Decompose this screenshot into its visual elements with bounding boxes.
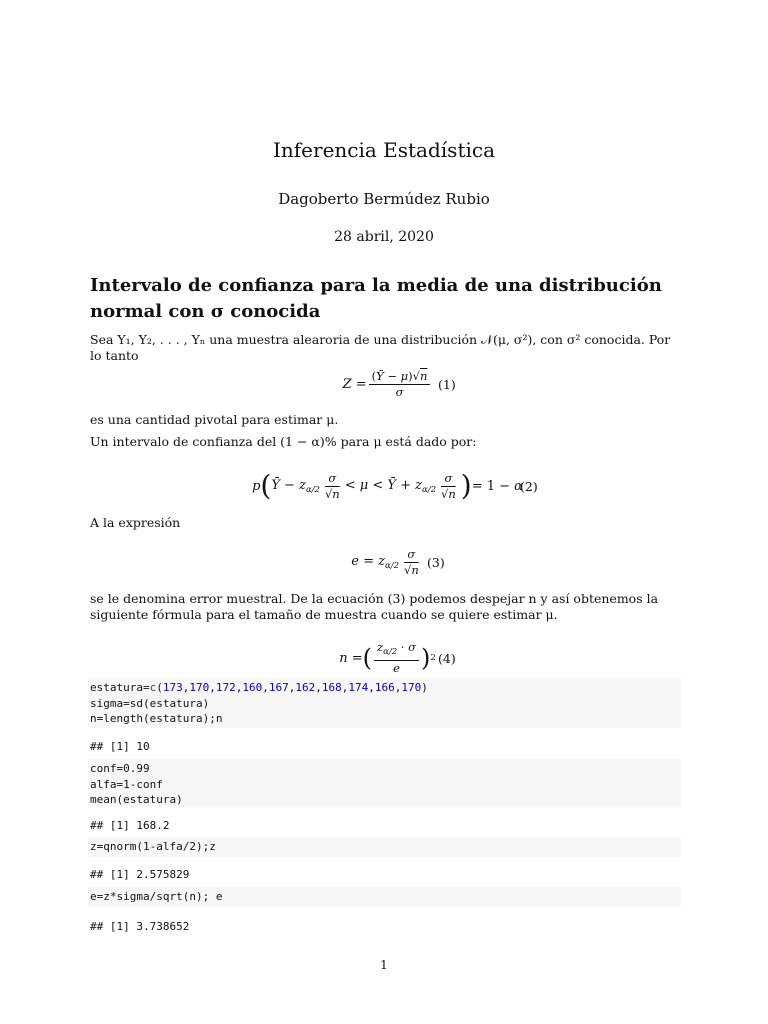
paragraph-sample-size: se le denomina error muestral. De la ecuación (3) podemos despejar n y así obtenemos la siguiente fórmula para el tamaño de muestra cuando se quiere estimar μ. bbox=[90, 591, 659, 622]
paragraph-intro: Sea Y₁, Y₂, . . . , Yₙ una muestra alearoria de una distribución 𝒩(μ, σ²), con σ² conocida. Por lo tanto bbox=[90, 332, 671, 363]
output-2: ## [1] 168.2 bbox=[90, 819, 170, 832]
code-line: n=length(estatura);n bbox=[90, 712, 223, 725]
equation-3: $e = z_{\alpha/2}$ $\frac{\sigma}{√n}$ (3) bbox=[351, 546, 445, 577]
code-block-4 bbox=[88, 887, 681, 907]
code-block-1 bbox=[88, 678, 681, 728]
equation-2: p ( Ȳ − $z_{\alpha/2}$ $\frac{\sigma}{√n}$ < μ < Ȳ + $z_{\alpha/2}$ $\frac{\sigma}{√n}$ ) = 1 − α (2) bbox=[252, 469, 538, 502]
paragraph-expression: A la expresión bbox=[90, 515, 181, 530]
code-line: estatura=c(173,170,172,160,167,162,168,174,166,170) bbox=[90, 681, 428, 694]
equation-1: Z = $\frac{(Ȳ - \mu)√n}{\sigma}$ (1) bbox=[342, 368, 456, 399]
equation-3-label: (3) bbox=[427, 554, 445, 570]
code-block-3 bbox=[88, 837, 681, 857]
code-line: alfa=1-conf bbox=[90, 777, 163, 791]
code-line: conf=0.99 bbox=[90, 762, 150, 775]
output-4: ## [1] 3.738652 bbox=[90, 920, 190, 933]
output-1: ## [1] 10 bbox=[90, 740, 150, 753]
page-number: 1 bbox=[380, 958, 388, 972]
section-heading: Intervalo de confianza para la media de una distribución normal con σ conocida bbox=[90, 275, 662, 322]
code-line: sigma=sd(estatura) bbox=[90, 696, 210, 710]
code-block-2 bbox=[88, 759, 681, 807]
equation-4-label: (4) bbox=[438, 650, 456, 666]
equation-4: n = ( $\frac{z_{\alpha/2} \cdot \sigma}{e}$ ) 2 (4) bbox=[339, 640, 456, 675]
paragraph-interval: Un intervalo de confianza del (1 − α)% para μ está dado por: bbox=[90, 434, 477, 449]
document-author: Dagoberto Bermúdez Rubio bbox=[278, 190, 490, 208]
document-date: 28 abril, 2020 bbox=[334, 229, 434, 245]
code-line: z=qnorm(1-alfa/2);z bbox=[90, 840, 216, 853]
equation-1-label: (1) bbox=[438, 376, 456, 392]
code-line: mean(estatura) bbox=[90, 793, 183, 806]
equation-2-label: (2) bbox=[520, 478, 538, 494]
paragraph-pivotal: es una cantidad pivotal para estimar μ. bbox=[90, 412, 339, 427]
output-3: ## [1] 2.575829 bbox=[90, 868, 190, 881]
code-line: e=z*sigma/sqrt(n); e bbox=[90, 890, 223, 903]
document-title: Inferencia Estadística bbox=[272, 138, 496, 162]
